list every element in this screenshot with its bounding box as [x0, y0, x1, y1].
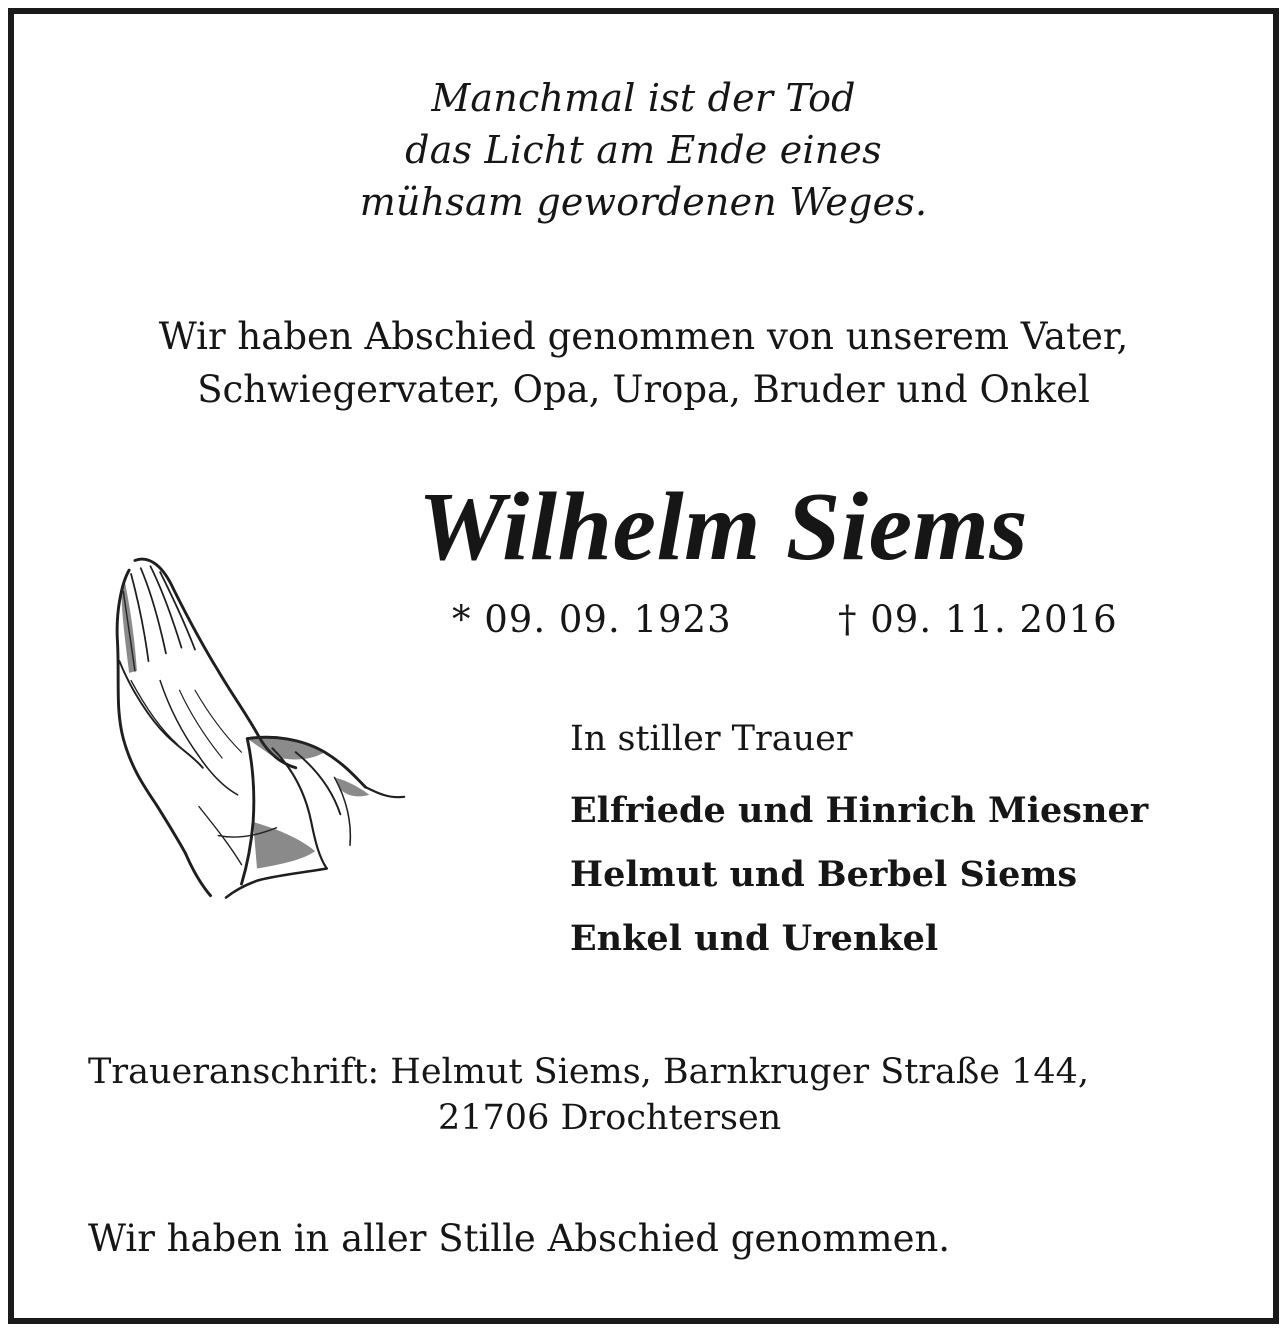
intro-line-1: Wir haben Abschied genommen von unserem Vater,	[158, 315, 1129, 358]
mourner-name: Elfriede und Hinrich Miesner	[570, 790, 1149, 831]
mourners-intro: In stiller Trauer	[570, 719, 853, 759]
obituary-notice	[8, 8, 1279, 1324]
motto-line-3: mühsam gewordenen Weges.	[359, 180, 928, 224]
deceased-name: Wilhelm Siems	[418, 473, 1029, 581]
closing-line: Wir haben in aller Stille Abschied genommen.	[88, 1217, 951, 1260]
birth-date: * 09. 09. 1923	[452, 598, 732, 641]
praying-hands-icon	[102, 544, 412, 914]
motto-line-2: das Licht am Ende eines	[405, 128, 882, 172]
death-date: † 09. 11. 2016	[838, 598, 1118, 641]
address-line-1: Traueranschrift: Helmut Siems, Barnkruger Straße 144,	[88, 1052, 1090, 1092]
mourner-name: Helmut und Berbel Siems	[570, 854, 1078, 895]
address-line-2: 21706 Drochtersen	[438, 1098, 782, 1138]
mourner-name: Enkel und Urenkel	[570, 918, 939, 959]
intro-line-2: Schwiegervater, Opa, Uropa, Bruder und Onkel	[197, 368, 1090, 411]
motto-line-1: Manchmal ist der Tod	[431, 76, 856, 120]
